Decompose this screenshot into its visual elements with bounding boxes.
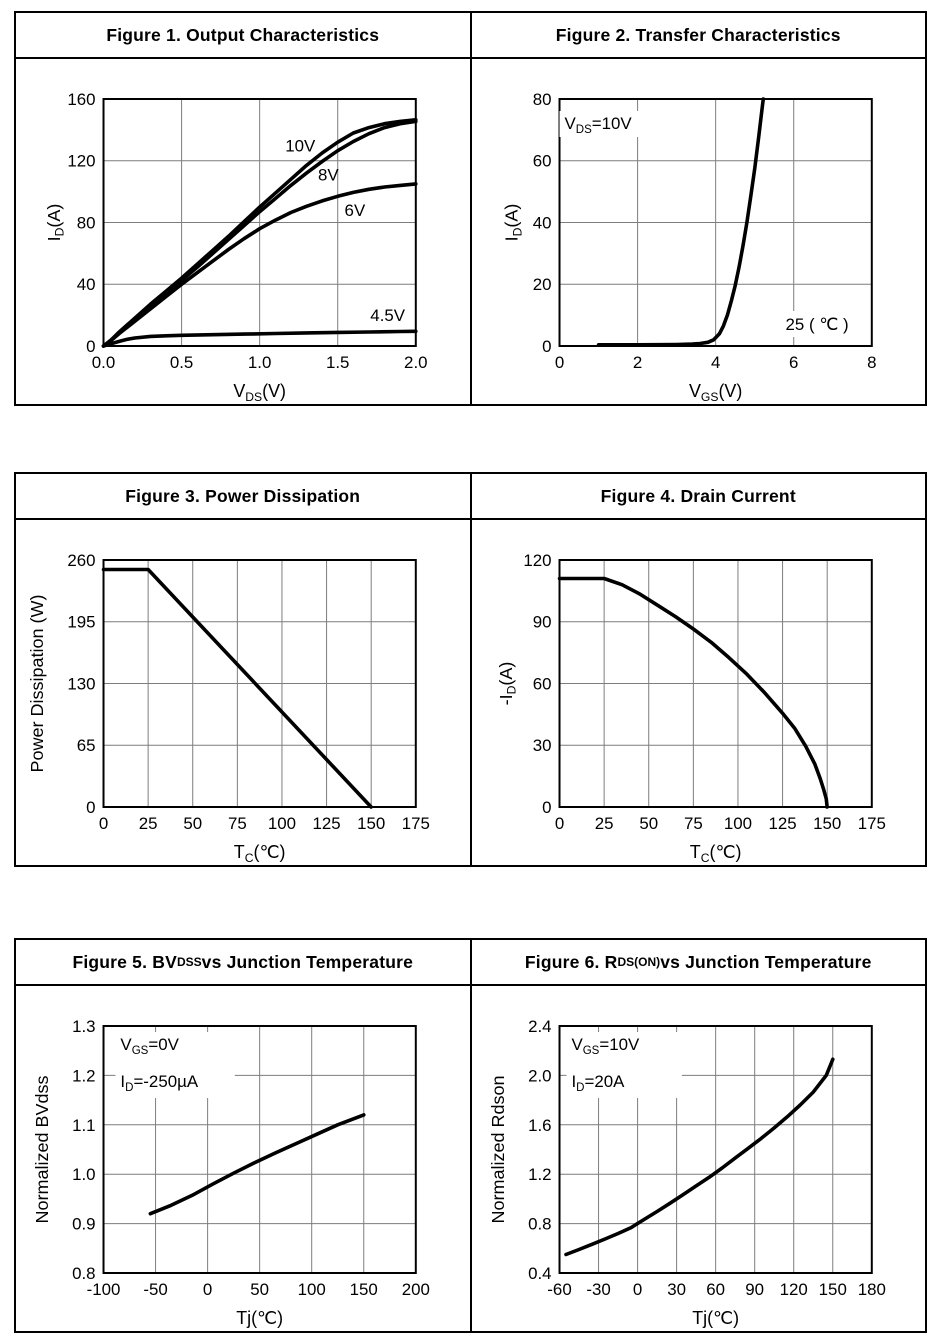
figure5-y-tick-label: 1.0 [72, 1165, 96, 1185]
figure6-y-tick-label: 1.6 [527, 1115, 552, 1135]
figure6-y-axis-label: Normalized Rdson [487, 1075, 508, 1224]
figure1-y-tick-label: 160 [67, 89, 96, 110]
figure1-title [16, 13, 470, 57]
figure3-title [16, 474, 470, 518]
figure2-x-tick-label: 0 [554, 352, 564, 373]
figure2-title [470, 13, 926, 57]
figure4-x-tick-label: 175 [857, 813, 886, 834]
figure6-x-axis-label: Tj(℃) [691, 1307, 739, 1329]
figure-block-row-2-charts [16, 520, 925, 865]
figure1-curve-label-10V: 10V [285, 136, 316, 156]
figure5-y-axis-label: Normalized BVdss [31, 1075, 52, 1224]
figure2-x-tick-label: 2 [632, 352, 642, 373]
figure6-x-tick-label: 180 [857, 1279, 886, 1300]
figure5-x-tick-label: -50 [143, 1279, 168, 1300]
figure5-title-subscript: DSS [176, 955, 202, 969]
figure6-x-tick-label: 60 [705, 1279, 725, 1300]
figure2-title-text: Figure 2. Transfer Characteristics [555, 24, 841, 45]
figure3-y-tick-label: 65 [76, 736, 96, 756]
figure4-x-tick-label: 25 [594, 813, 614, 834]
figure2-chart [470, 59, 926, 404]
figure1-chart [16, 59, 470, 404]
figure6-title-subscript: DS(ON) [617, 955, 661, 969]
figure5-annotation-1-line-1: $V_{GS}=0V$ [120, 1034, 179, 1058]
figure5-y-tick-label: 1.1 [72, 1115, 96, 1135]
figure3-y-tick-label: 195 [67, 612, 96, 632]
figure5-x-tick-label: -100 [86, 1279, 121, 1300]
figure1-plot [16, 59, 470, 404]
figure3-y-axis-label: Power Dissipation (W) [26, 594, 47, 773]
figure2-y-axis-label: $I_D(A)$ [501, 203, 525, 242]
figure1-x-tick-label: 1.5 [325, 352, 350, 373]
figure4-y-axis-label: $-I_D(A)$ [495, 661, 519, 706]
figure1-curve-label-8V: 8V [318, 165, 339, 185]
figure3-x-tick-label: 150 [357, 813, 386, 834]
figure1-title-text: Figure 1. Output Characteristics [106, 24, 380, 45]
figure-block-row-1 [14, 11, 927, 406]
figure-block-row-1-charts [16, 59, 925, 404]
figure1-x-tick-label: 0.5 [169, 352, 194, 373]
figure5-x-tick-label: 0 [202, 1279, 213, 1300]
figure5-x-tick-label: 50 [250, 1279, 270, 1300]
figure1-y-tick-label: 120 [67, 151, 96, 171]
figure4-x-tick-label: 0 [554, 813, 564, 834]
figure6-plot [472, 986, 926, 1331]
figure6-x-tick-label: 90 [744, 1279, 764, 1300]
figure1-y-axis-label: $I_D(A)$ [43, 203, 67, 242]
figure4-gridlines [559, 560, 871, 807]
figure6-y-tick-label: 1.2 [527, 1165, 552, 1185]
figure4-title-text: Figure 4. Drain Current [600, 485, 796, 506]
figure4-y-tick-label: 60 [532, 674, 552, 694]
figure5-annotation-1-line-2: $I_D=-250\mu A$ [120, 1071, 199, 1095]
figure4-y-tick-label: 120 [522, 550, 552, 571]
figure3-y-tick-label: 130 [67, 674, 96, 694]
figure5-chart [16, 986, 470, 1331]
figure5-curve-BVdss [150, 1115, 363, 1214]
figure1-curve-label-6V: 6V [344, 201, 366, 221]
figure3-chart [16, 520, 470, 865]
figure5-plot [16, 986, 470, 1331]
figure4-y-tick-label: 0 [541, 797, 552, 818]
figure1-x-tick-label: 1.0 [247, 352, 272, 373]
figure-block-row-3-titles [16, 940, 925, 986]
figure5-y-tick-label: 0.8 [72, 1263, 96, 1284]
figure6-y-tick-label: 0.8 [527, 1214, 552, 1234]
figure5-x-axis-label: Tj(℃) [236, 1307, 284, 1329]
figure3-x-tick-label: 125 [312, 813, 341, 834]
figure1-x-tick-label: 0.0 [91, 352, 116, 373]
figure2-x-tick-label: 8 [866, 352, 876, 373]
figure5-y-tick-label: 1.3 [72, 1016, 96, 1037]
figure1-y-tick-label: 40 [76, 275, 96, 295]
figure6-y-tick-label: 2.4 [527, 1016, 552, 1037]
figure6-title [470, 940, 926, 984]
figure3-x-tick-label: 75 [227, 813, 247, 834]
figure6-annotation-1-line-2: $I_D=20A$ [570, 1071, 624, 1095]
figure6-chart [470, 986, 926, 1331]
figure2-y-tick-label: 0 [541, 336, 552, 357]
figure1-x-axis-label: $V_{DS}(V)$ [233, 380, 286, 404]
figure2-plot [472, 59, 926, 404]
figure6-annotation-1-line-1: $V_{GS}=10V$ [570, 1034, 639, 1058]
figure5-y-tick-label: 0.9 [72, 1214, 96, 1234]
figure3-y-tick-label: 260 [67, 550, 96, 571]
figure-block-row-3-charts [16, 986, 925, 1331]
figure5-x-tick-label: 100 [297, 1279, 326, 1300]
figure3-x-tick-label: 100 [267, 813, 297, 834]
figure4-x-tick-label: 50 [638, 813, 658, 834]
figure6-title-text: vs Junction Temperature [660, 951, 872, 972]
figure5-x-tick-label: 150 [349, 1279, 378, 1300]
figure2-x-tick-label: 4 [710, 352, 720, 373]
figure-block-row-2 [14, 472, 927, 867]
figure3-x-axis-label: $T_C(℃)$ [233, 841, 286, 865]
figure2-x-tick-label: 6 [788, 352, 798, 373]
figure4-x-tick-label: 75 [683, 813, 703, 834]
figure2-annotation-1-line-1: $V_{DS}=10V$ [563, 113, 632, 137]
figure3-title-text: Figure 3. Power Dissipation [125, 485, 361, 506]
figure5-x-tick-label: 200 [401, 1279, 430, 1300]
figure6-x-tick-label: -60 [546, 1279, 572, 1300]
figure1-y-tick-label: 80 [76, 213, 96, 233]
figure5-title-text: Figure 5. BV [72, 951, 177, 972]
figure6-x-tick-label: 150 [818, 1279, 847, 1300]
figure-block-row-3 [14, 938, 927, 1333]
figure2-y-tick-label: 80 [532, 89, 552, 110]
figure2-y-tick-label: 40 [532, 213, 552, 233]
figure3-y-tick-label: 0 [86, 797, 96, 818]
figure4-y-tick-label: 90 [532, 612, 552, 632]
figure3-plot [16, 520, 470, 865]
figure4-y-tick-label: 30 [532, 736, 552, 756]
figure3-x-tick-label: 175 [401, 813, 430, 834]
figure6-y-tick-label: 2.0 [527, 1066, 552, 1086]
figure2-y-tick-label: 20 [532, 275, 552, 295]
figure2-x-axis-label: $V_{GS}(V)$ [688, 380, 742, 404]
figure-block-row-2-titles [16, 474, 925, 520]
figure5-title-text: vs Junction Temperature [201, 951, 414, 972]
figure5-title [16, 940, 470, 984]
figure1-x-tick-label: 2.0 [404, 352, 428, 373]
figure3-x-tick-label: 0 [98, 813, 109, 834]
figure6-y-tick-label: 0.4 [527, 1263, 552, 1284]
figure1-curve-label-4.5V: 4.5V [370, 306, 406, 326]
figure2-y-tick-label: 60 [532, 151, 552, 171]
figure4-x-tick-label: 125 [767, 813, 797, 834]
figure6-x-tick-label: -30 [585, 1279, 611, 1300]
figure6-title-text: Figure 6. R [524, 951, 618, 972]
figure4-title [470, 474, 926, 518]
figure6-x-tick-label: 30 [666, 1279, 686, 1300]
figure6-x-tick-label: 0 [632, 1279, 642, 1300]
figure4-x-tick-label: 100 [723, 813, 752, 834]
figure4-x-tick-label: 150 [812, 813, 841, 834]
figure4-plot [472, 520, 926, 865]
figure3-x-tick-label: 25 [138, 813, 158, 834]
figure4-chart [470, 520, 926, 865]
figure-block-row-1-titles [16, 13, 925, 59]
figure2-annotation-2-line-1: 25 ( ℃ ) [785, 314, 849, 335]
figure4-x-axis-label: $T_C(℃)$ [689, 841, 742, 865]
figure3-x-tick-label: 50 [183, 813, 203, 834]
figure1-y-tick-label: 0 [86, 336, 96, 357]
figure5-y-tick-label: 1.2 [72, 1066, 96, 1086]
figure3-gridlines [104, 560, 416, 807]
figure6-x-tick-label: 120 [779, 1279, 808, 1300]
